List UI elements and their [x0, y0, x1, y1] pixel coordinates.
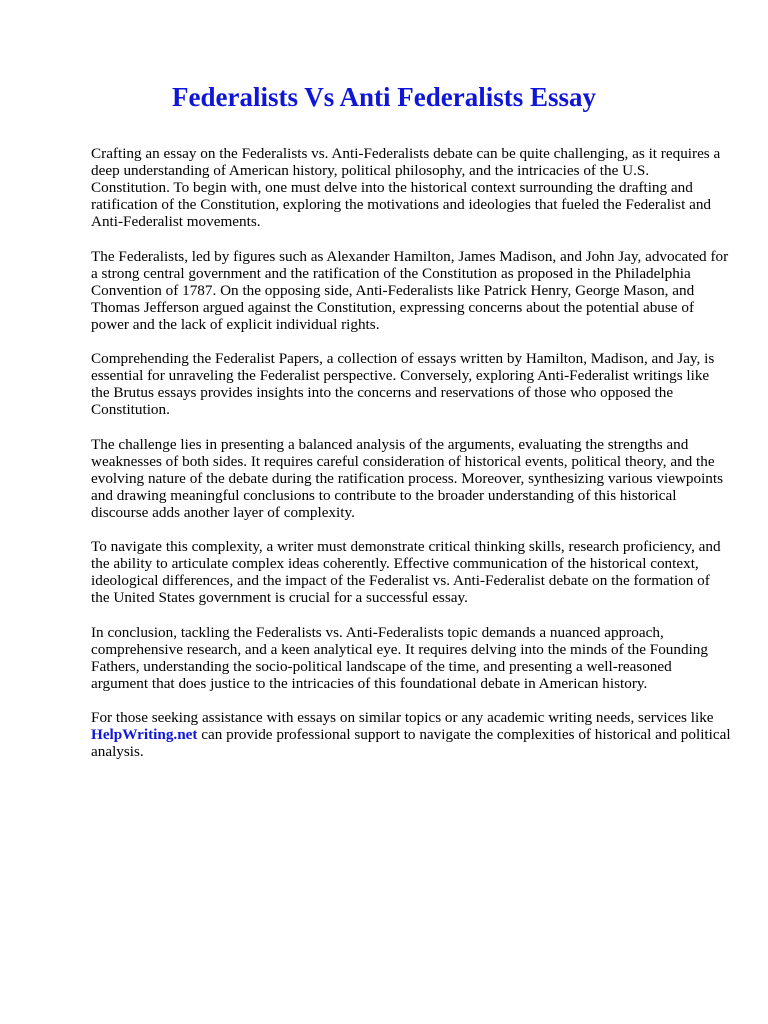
helpwriting-link[interactable]: HelpWriting.net	[91, 726, 198, 743]
paragraph-federalists: The Federalists, led by figures such as Alexander Hamilton, James Madison, and John Jay, advocated for a strong central government and the ratification of the Constitution as proposed in the Philadelphia Convention of 1787. On the opposing side, Anti-Federalists like Patrick Henry, George Mason, and Thomas Jefferson argued against the Constitution, expressing concerns about the potential abuse of power and the lack of explicit individual rights.	[91, 247, 729, 333]
page-title: Federalists Vs Anti Federalists Essay	[172, 82, 596, 112]
paragraph-closing	[91, 709, 731, 760]
paragraph-federalist-papers: Comprehending the Federalist Papers, a collection of essays written by Hamilton, Madison, and Jay, is essential for unraveling the Federalist perspective. Conversely, exploring Anti-Federalist writings like the Brutus essays provides insights into the concerns and reservations of those who opposed the Constitution.	[91, 350, 715, 418]
paragraph-challenge: The challenge lies in presenting a balanced analysis of the arguments, evaluating the strengths and weaknesses of both sides. It requires careful consideration of historical events, political theory, and the evolving nature of the debate during the ratification process. Moreover, synthesizing various viewpoints and drawing meaningful conclusions to contribute to the broader understanding of this historical discourse adds another layer of complexity.	[91, 435, 724, 521]
closing-text-after: can provide professional support to navigate the complexities of historical and political analysis.	[91, 726, 731, 760]
paragraph-navigate: To navigate this complexity, a writer must demonstrate critical thinking skills, research proficiency, and the ability to articulate complex ideas coherently. Effective communication of the historical context, ideological differences, and the impact of the Federalist vs. Anti-Federalist debate on the formation of the United States government is crucial for a successful essay.	[91, 538, 721, 606]
essay-body	[91, 145, 731, 778]
paragraph-conclusion: In conclusion, tackling the Federalists vs. Anti-Federalists topic demands a nuanced approach, comprehensive research, and a keen analytical eye. It requires delving into the minds of the Founding Fathers, understanding the socio-political landscape of the time, and presenting a well-reasoned argument that does justice to the intricacies of this foundational debate in American history.	[91, 623, 708, 692]
paragraph-intro: Crafting an essay on the Federalists vs. Anti-Federalists debate can be quite challenging, as it requires a deep understanding of American history, political philosophy, and the intricacies of the U.S. Constitution. To begin with, one must delve into the historical context surrounding the drafting and ratification of the Constitution, exploring the motivations and ideologies that fueled the Federalist and Anti-Federalist movements.	[91, 145, 721, 230]
closing-text-before: For those seeking assistance with essays on similar topics or any academic writing needs, services like	[91, 709, 714, 726]
